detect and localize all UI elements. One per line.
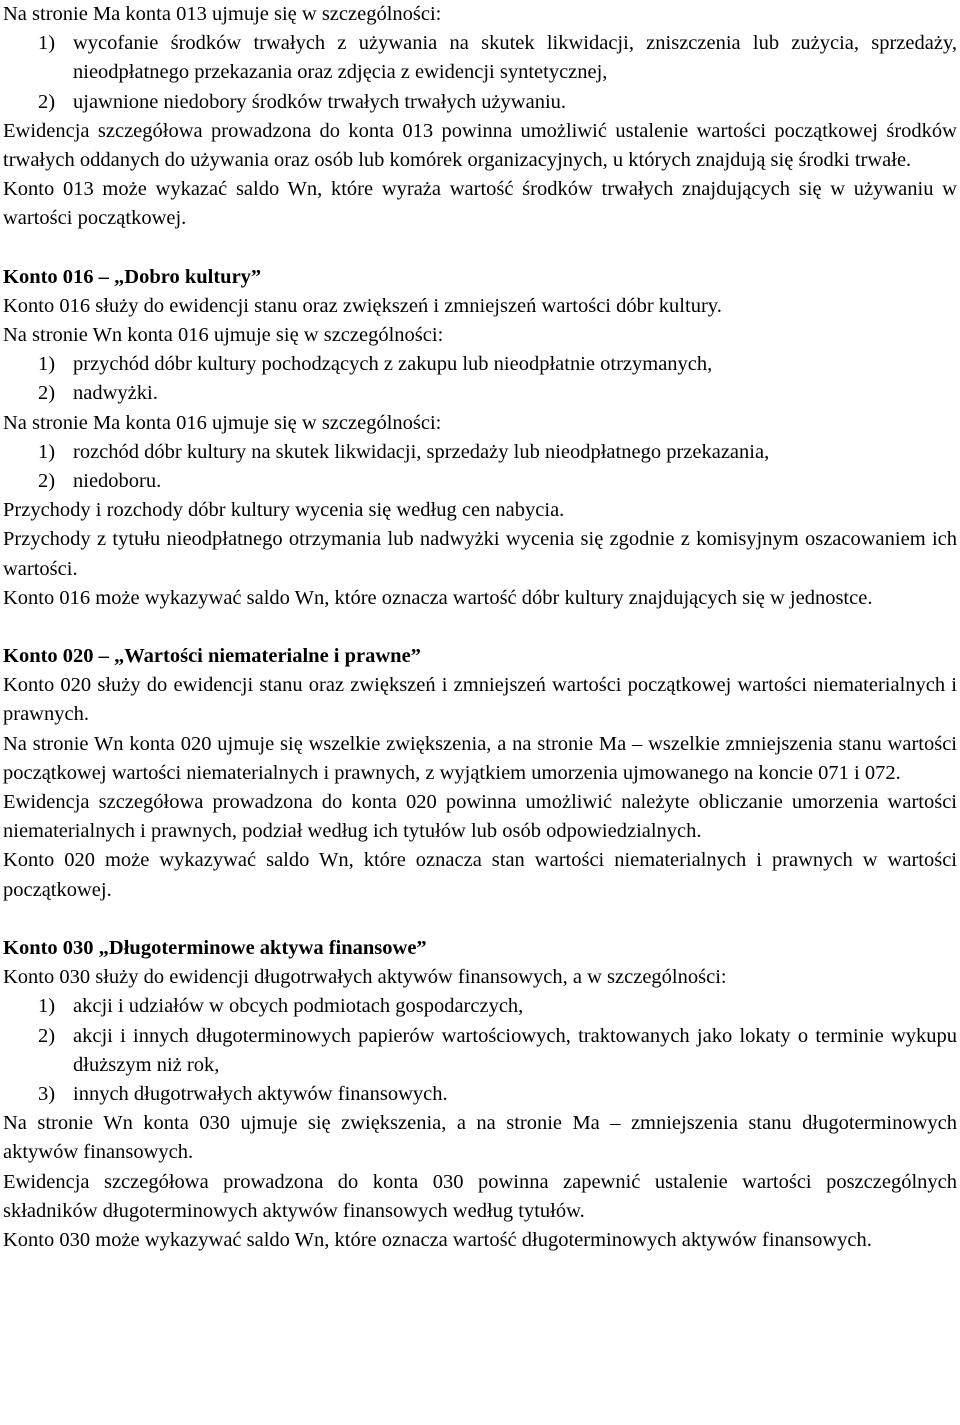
list-item <box>3 992 957 1021</box>
section-heading: Konto 030 „Długoterminowe aktywa finansowe” <box>3 936 427 959</box>
list-item-number: 1) <box>38 353 56 376</box>
section-heading: Konto 020 – „Wartości niematerialne i prawne” <box>3 645 421 668</box>
list-item <box>3 1022 957 1080</box>
paragraph: Konto 016 służy do ewidencji stanu oraz zwiększeń i zmniejszeń wartości dóbr kultury. <box>3 294 722 317</box>
list-item <box>3 438 957 467</box>
paragraph: Ewidencja szczegółowa prowadzona do konta 013 powinna umożliwić ustalenie wartości początkowej środków trwałych oddanych do używania oraz osób lub komórek organizacyjnych, u których znajdują się środki trwałe. <box>3 119 957 172</box>
list-item <box>3 1080 957 1109</box>
section-heading: Konto 016 – „Dobro kultury” <box>3 265 262 288</box>
paragraph: Ewidencja szczegółowa prowadzona do konta 020 powinna umożliwić należyte obliczanie umorzenia wartości niematerialnych i prawnych, podział według ich tytułów lub osób odpowiedzialnych. <box>3 791 957 843</box>
list-item-number: 1) <box>38 32 56 55</box>
paragraph: Na stronie Wn konta 030 ujmuje się zwiększenia, a na stronie Ma – zmniejszenia stanu długoterminowych aktywów finansowych. <box>3 1112 957 1164</box>
wn-016-intro: Na stronie Wn konta 016 ujmuje się w szczególności: <box>3 324 444 347</box>
list-item <box>3 29 957 87</box>
section-konto-016 <box>3 263 957 613</box>
ma-013-intro: Na stronie Ma konta 013 ujmuje się w szczególności: <box>3 3 442 25</box>
list-item-number: 2) <box>38 382 56 405</box>
list-item-text: nadwyżki. <box>73 382 158 405</box>
paragraph: Przychody i rozchody dóbr kultury wycenia się według cen nabycia. <box>3 499 565 522</box>
konto-030-intro: Konto 030 służy do ewidencji długotrwałych aktywów finansowych, a w szczególności: <box>3 966 727 989</box>
list-item-number: 2) <box>38 470 56 493</box>
list-item <box>3 379 957 408</box>
section-konto-013 <box>3 0 957 234</box>
list-item <box>3 350 957 379</box>
list-item-text: niedoboru. <box>73 470 162 493</box>
list-item-number: 3) <box>38 1082 56 1105</box>
list-item-text: ujawnione niedobory środków trwałych trwałych używaniu. <box>73 90 567 113</box>
list-item-text: akcji i udziałów w obcych podmiotach gospodarczych, <box>73 995 524 1018</box>
list-item-number: 2) <box>38 1024 56 1047</box>
ma-013-list <box>3 29 957 117</box>
list-item-number: 1) <box>38 440 56 463</box>
list-item-text: przychód dóbr kultury pochodzących z zakupu lub nieodpłatnie otrzymanych, <box>73 353 713 376</box>
paragraph: Konto 013 może wykazać saldo Wn, które wyraża wartość środków trwałych znajdujących się w używaniu w wartości początkowej. <box>3 178 957 230</box>
paragraph: Konto 030 może wykazywać saldo Wn, które oznacza wartość długoterminowych aktywów finansowych. <box>3 1228 872 1251</box>
konto-030-list <box>3 992 957 1109</box>
list-item-text: innych długotrwałych aktywów finansowych. <box>73 1082 448 1105</box>
paragraph: Konto 016 może wykazywać saldo Wn, które oznacza wartość dóbr kultury znajdujących się w jednostce. <box>3 586 873 609</box>
section-konto-030 <box>3 934 957 1255</box>
ma-016-intro: Na stronie Ma konta 016 ujmuje się w szczególności: <box>3 411 442 434</box>
wn-016-list <box>3 350 957 408</box>
list-item <box>3 88 957 117</box>
ma-016-list <box>3 438 957 496</box>
paragraph: Przychody z tytułu nieodpłatnego otrzymania lub nadwyżki wycenia się zgodnie z komisyjnym oszacowaniem ich wartości. <box>3 528 957 580</box>
list-item-text: wycofanie środków trwałych z używania na skutek likwidacji, zniszczenia lub zużycia, sprzedaży, nieodpłatnego przekazania oraz zdjęcia z ewidencji syntetycznej, <box>73 32 957 84</box>
paragraph: Na stronie Wn konta 020 ujmuje się wszelkie zwiększenia, a na stronie Ma – wszelkie zmniejszenia stanu wartości początkowej wartości niematerialnych i prawnych, z wyjątkiem umorzenia ujmowanego na koncie 071 i 072. <box>3 732 957 784</box>
list-item-text: akcji i innych długoterminowych papierów wartościowych, traktowanych jako lokaty o terminie wykupu dłuższym niż rok, <box>73 1024 957 1076</box>
list-item-number: 2) <box>38 90 56 113</box>
paragraph: Ewidencja szczegółowa prowadzona do konta 030 powinna zapewnić ustalenie wartości poszczególnych składników długoterminowych aktywów finansowych według tytułów. <box>3 1170 957 1222</box>
paragraph: Konto 020 może wykazywać saldo Wn, które oznacza stan wartości niematerialnych i prawnych w wartości początkowej. <box>3 849 957 901</box>
list-item <box>3 467 957 496</box>
section-konto-020 <box>3 642 957 905</box>
list-item-text: rozchód dóbr kultury na skutek likwidacji, sprzedaży lub nieodpłatnego przekazania, <box>73 440 770 463</box>
list-item-number: 1) <box>38 995 56 1018</box>
paragraph: Konto 020 służy do ewidencji stanu oraz zwiększeń i zmniejszeń wartości początkowej wartości niematerialnych i prawnych. <box>3 674 957 726</box>
